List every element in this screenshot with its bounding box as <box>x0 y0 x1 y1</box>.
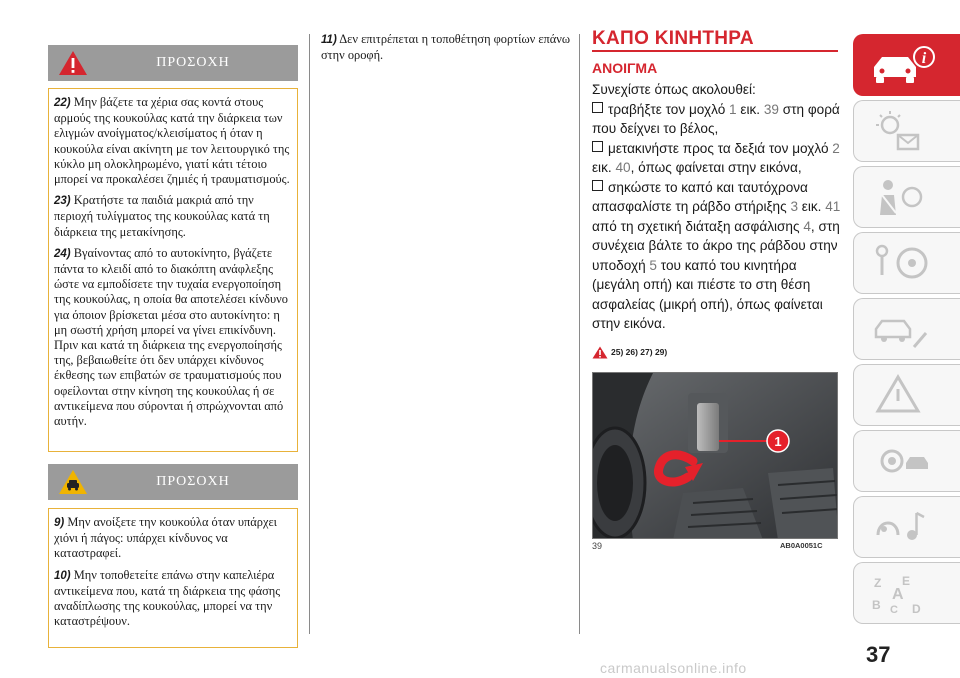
step-2: μετακινήστε προς τα δεξιά τον μοχλό 2 εικ. 40, όπως φαίνεται στην εικόνα, <box>592 140 840 175</box>
sidebar-tab-dashboard-info[interactable] <box>853 34 960 96</box>
warning-header-label: ΠΡΟΣΟΧΗ <box>156 55 230 70</box>
warning-item: 22) Μην βάζετε τα χέρια σας κοντά στους αρμούς της κουκούλας κατά την διάρκεια των ελιγμών ανοίγματος/κλεισίματος ή όταν η κουκούλα είναι ακίνητη με τον λειτουργικό της κύκλο μη ολοκληρωμένο, γιατί κάτι τέτοιο μπορεί να προκαλέσει ζημιές ή τραυματισμούς. <box>54 95 290 187</box>
sidebar-tab-starting-driving[interactable] <box>853 232 960 294</box>
gear-car-icon <box>868 439 938 485</box>
warning-triangle-icon <box>592 346 608 359</box>
figure-callout-1: 1 <box>774 434 782 449</box>
step-1: τραβήξτε τον μοχλό 1 εικ. 39 στη φορά που δείχνει το βέλος, <box>592 101 840 136</box>
section-subtitle: ΑΝΟΙΓΜΑ <box>592 60 658 76</box>
page-number: 37 <box>866 642 891 667</box>
warning-references: 25) 26) 27) 29) <box>592 346 667 359</box>
sidebar-tab-multimedia[interactable] <box>853 496 960 558</box>
sidebar-tab-maintenance[interactable] <box>853 298 960 360</box>
figure-number: 39 <box>592 541 603 551</box>
car-wrench-icon <box>868 307 938 353</box>
svg-text:i: i <box>921 50 927 67</box>
caution-item: 9) Μην ανοίξετε την κουκούλα όταν υπάρχει χιόνι ή πάγος: υπάρχει κίνδυνος να καταστραφεί. <box>54 515 277 561</box>
note-column <box>321 32 571 63</box>
caution-header-bar <box>48 464 298 500</box>
sidebar-tab-technical-specs[interactable] <box>853 430 960 492</box>
section-title: ΚΑΠΟ ΚΙΝΗΤΗΡΑ <box>592 28 754 49</box>
seatbelt-airbag-icon <box>868 175 938 221</box>
figure-code: AB0A0051C <box>780 541 823 550</box>
title-rule <box>592 50 838 52</box>
car-info-icon <box>868 43 938 89</box>
checkbox-bullet-icon <box>592 102 603 113</box>
svg-text:C: C <box>890 604 898 616</box>
caution-item: 10) Μην τοποθετείτε επάνω στην καπελιέρα αντικείμενα που, κατά τη διάρκεια της φάσης αναδίπλωσης της κουκούλας, μπορεί να την καταστρέψουν. <box>54 567 281 629</box>
step-3: σηκώστε το καπό και ταυτόχρονα απασφαλίστε τη ράβδο στήριξης 3 εικ. 41 από τη σχετική διάταξη ασφάλισης 4, στη συνέχεια βάλτε το άκρο της ράβδου στην υποδοχή 5 του καπό του κινητήρα (μεγάλη οπή) και πιέστε το στη θέση ασφαλείας (μικρή οπή), όπως φαίνεται στην εικόνα. <box>592 179 841 331</box>
hazard-warning-icon <box>868 373 938 419</box>
sidebar-tab-index[interactable] <box>853 562 960 624</box>
note-item: 11) Δεν επιτρέπεται η τοποθέτηση φορτίων επάνω στην οροφή. <box>321 32 571 63</box>
warning-item: 23) Κρατήστε τα παιδιά μακριά από την περιοχή τυλίγματος της κουκούλας κατά τη διάρκεια της μετακίνησης. <box>54 193 270 239</box>
svg-text:A: A <box>892 586 904 603</box>
multimedia-icon <box>868 505 938 551</box>
figure-39-photo <box>592 372 838 539</box>
sidebar-tab-warning-lights[interactable] <box>853 100 960 162</box>
svg-text:E: E <box>902 574 911 588</box>
checkbox-bullet-icon <box>592 180 603 191</box>
svg-text:B: B <box>872 598 881 612</box>
svg-text:D: D <box>912 602 921 616</box>
warning-lights-icon <box>868 109 938 155</box>
instructions <box>592 80 842 334</box>
intro-text: Συνεχίστε όπως ακολουθεί: <box>592 82 756 97</box>
sidebar-tab-safety[interactable] <box>853 166 960 228</box>
caution-header-label: ΠΡΟΣΟΧΗ <box>156 474 230 489</box>
alphabetical-index-icon <box>868 571 938 617</box>
caution-box <box>48 508 298 648</box>
key-steering-icon <box>868 241 938 287</box>
warning-box <box>48 88 298 452</box>
checkbox-bullet-icon <box>592 141 603 152</box>
watermark: carmanualsonline.info <box>600 660 747 676</box>
sidebar-tab-in-emergency[interactable] <box>853 364 960 426</box>
svg-text:Z: Z <box>874 576 882 590</box>
warning-header-bar <box>48 45 298 81</box>
hood-lever-illustration <box>593 373 838 539</box>
column-divider <box>579 34 580 634</box>
warning-item: 24) Βγαίνοντας από το αυτοκίνητο, βγάζετε πάντα το κλειδί από το διακόπτη ανάφλεξης ώστε να εμποδίσετε την τυχαία ενεργοποίηση της κουκούλας, η οποία θα αποτελέσει κίνδυνο για όποιον βρίσκεται μέσα στο αυτοκίνητο: η μη σωστή χρήση μπορεί να γίνει επικίνδυνη. Πριν και κατά τη διάρκεια της ενεργοποίησής της, βεβαιωθείτε ότι δεν υπάρχει κίνδυνος έκθεσης των επιβατών σε τραυματισμούς που οφείλονται στην κίνηση της κουκούλας ή σε αντικείμενα που σύρονται ή σπρώχνονται από αυτήν. <box>54 245 288 429</box>
column-divider <box>309 34 310 634</box>
